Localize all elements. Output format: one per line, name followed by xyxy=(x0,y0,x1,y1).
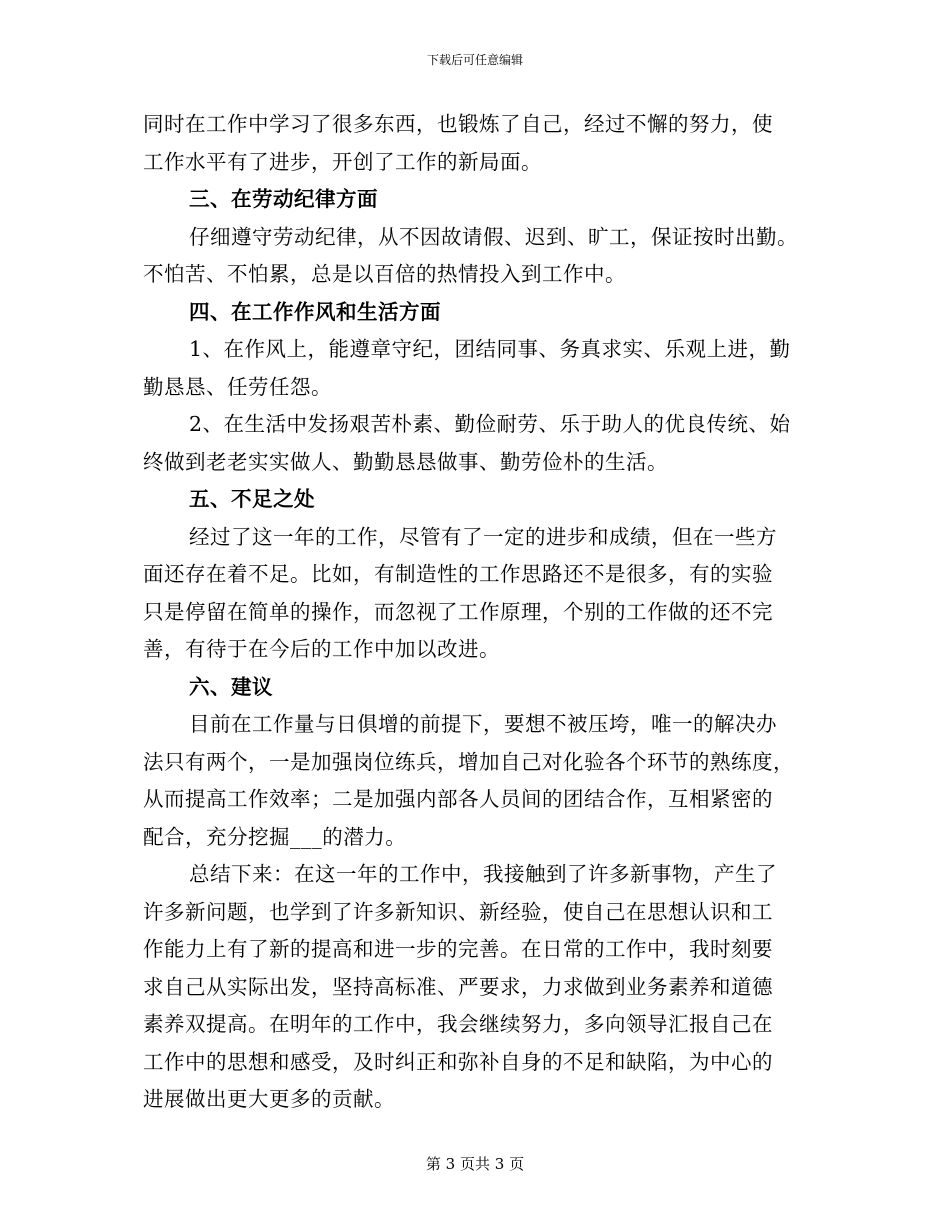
body-text-line: 面还存在着不足。比如，有制造性的工作思路还不是很多，有的实验 xyxy=(143,562,773,586)
body-text-line: 2、在生活中发扬艰苦朴素、勤俭耐劳、乐于助人的优良传统、始 xyxy=(189,412,791,436)
body-text-line: 同时在工作中学习了很多东西，也锻炼了自己，经过不懈的努力，使 xyxy=(143,112,773,136)
body-text-line: 进展做出更大更多的贡献。 xyxy=(143,1087,395,1111)
page-header: 下载后可任意编辑 xyxy=(426,53,523,67)
body-text-line: 仔细遵守劳动纪律，从不因故请假、迟到、旷工，保证按时出勤。 xyxy=(189,224,798,249)
body-text-line: 勤恳恳、任劳任怨。 xyxy=(143,374,332,399)
body-text-line: 从而提高工作效率；二是加强内部各人员间的团结合作，互相紧密的 xyxy=(143,787,773,811)
body-text-line: 总结下来：在这一年的工作中，我接触到了许多新事物，产生了 xyxy=(189,862,777,886)
body-text-line: 善，有待于在今后的工作中加以改进。 xyxy=(143,637,500,661)
body-text-line: 求自己从实际出发，坚持高标准、严要求，力求做到业务素养和道德 xyxy=(143,974,773,999)
body-text-line: 经过了这一年的工作，尽管有了一定的进步和成绩，但在一些方 xyxy=(189,524,777,549)
page-number-footer: 第 3 页共 3 页 xyxy=(425,1155,525,1173)
body-text-line: 不怕苦、不怕累，总是以百倍的热情投入到工作中。 xyxy=(143,262,626,286)
section-heading-suggestions: 六、建议 xyxy=(189,674,273,699)
body-text-line: 只是停留在简单的操作，而忽视了工作原理，个别的工作做的还不完 xyxy=(143,599,773,624)
body-text-line: 工作水平有了进步，开创了工作的新局面。 xyxy=(143,149,542,174)
body-text-line: 法只有两个，一是加强岗位练兵，增加自己对化验各个环节的熟练度， xyxy=(143,749,794,774)
body-text-line: 配合，充分挖掘___的潜力。 xyxy=(143,824,407,849)
section-heading-work-style: 四、在工作作风和生活方面 xyxy=(189,299,441,324)
document-body xyxy=(143,106,811,1119)
section-heading-shortcomings: 五、不足之处 xyxy=(189,487,315,511)
body-text-line: 1、在作风上，能遵章守纪，团结同事、务真求实、乐观上进，勤 xyxy=(189,337,791,361)
body-text-line: 许多新问题，也学到了许多新知识、新经验，使自己在思想认识和工 xyxy=(143,899,773,924)
body-text-line: 作能力上有了新的提高和进一步的完善。在日常的工作中，我时刻要 xyxy=(143,937,773,961)
body-text-line: 素养双提高。在明年的工作中，我会继续努力，多向领导汇报自己在 xyxy=(143,1012,773,1036)
section-heading-labor-discipline: 三、在劳动纪律方面 xyxy=(189,187,378,211)
body-text-line: 目前在工作量与日俱增的前提下，要想不被压垮，唯一的解决办 xyxy=(189,712,777,736)
body-text-line: 终做到老老实实做人、勤勤恳恳做事、勤劳俭朴的生活。 xyxy=(143,449,668,474)
body-text-line: 工作中的思想和感受，及时纠正和弥补自身的不足和缺陷，为中心的 xyxy=(143,1049,773,1074)
